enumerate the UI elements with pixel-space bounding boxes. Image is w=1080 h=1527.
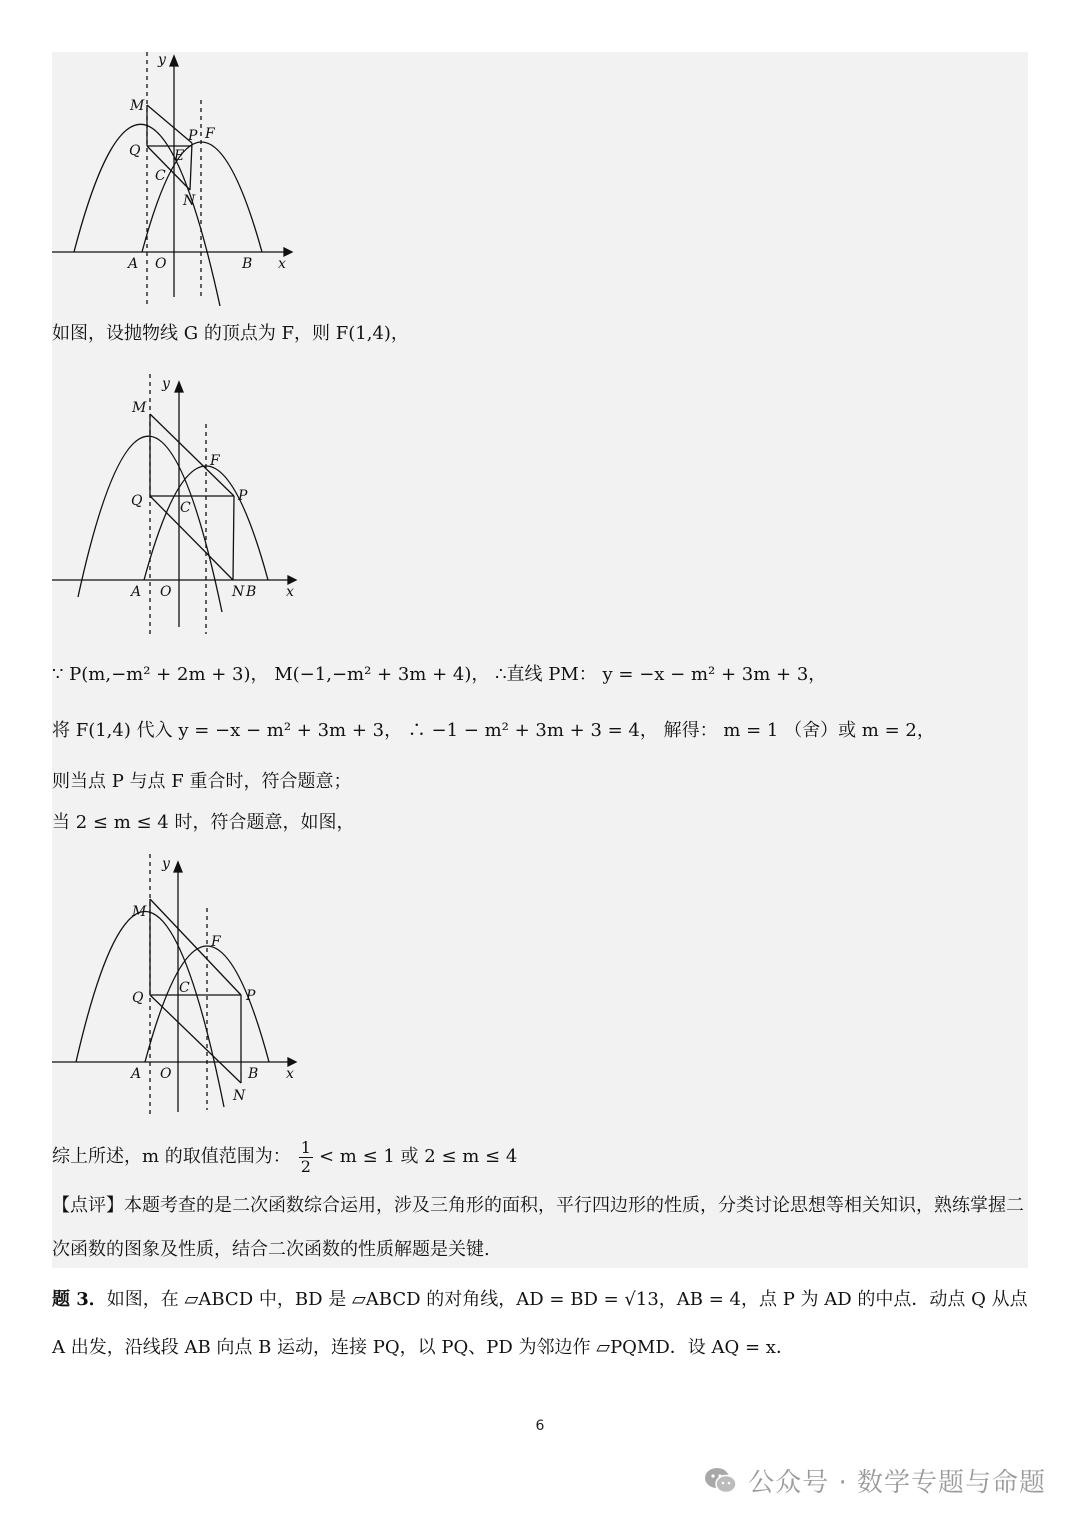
fig2-label-Q: Q bbox=[131, 493, 143, 509]
fig1-label-x: x bbox=[278, 256, 286, 272]
range-suffix: < m ≤ 1 或 2 ≤ m ≤ 4 bbox=[318, 1146, 518, 1167]
fig3-label-P: P bbox=[246, 988, 256, 1004]
fraction-numerator: 1 bbox=[300, 1137, 311, 1157]
fig2-label-F: F bbox=[210, 453, 220, 469]
watermark bbox=[704, 1462, 1046, 1499]
problem-3 bbox=[52, 1276, 1028, 1372]
fig3-label-B: B bbox=[248, 1066, 259, 1082]
fig1-label-A: A bbox=[128, 256, 139, 272]
problem-3-label: 题 3． bbox=[52, 1289, 107, 1310]
comment-paragraph: 【点评】本题考查的是二次函数综合运用，涉及三角形的面积，平行四边形的性质，分类讨论思想等相关知识，熟练掌握二次函数的图象及性质，结合二次函数的性质解题是关键. bbox=[52, 1195, 1024, 1260]
fig2-label-x: x bbox=[286, 584, 294, 600]
fig2-label-B: B bbox=[246, 584, 257, 600]
fig1-label-B: B bbox=[242, 256, 253, 272]
fig3-label-C: C bbox=[179, 980, 190, 996]
fig1-label-E: E bbox=[174, 148, 185, 164]
fig3-label-M: M bbox=[132, 904, 147, 920]
text-line-6 bbox=[52, 1132, 517, 1182]
fig3-label-x: x bbox=[286, 1066, 294, 1082]
fig1-label-M: M bbox=[130, 98, 145, 114]
page-number: 6 bbox=[535, 1418, 545, 1434]
fig1-label-F: F bbox=[205, 126, 215, 142]
text-line-2: ∵ P(m,−m² + 2m + 3)， M(−1,−m² + 3m + 4)， ∴直线 PM： y = −x − m² + 3m + 3， bbox=[52, 664, 827, 685]
text-line-3: 将 F(1,4) 代入 y = −x − m² + 3m + 3， ∴ −1 − m² + 3m + 3 = 4， 解得： m = 1 （舍）或 m = 2， bbox=[52, 720, 935, 741]
fig2-label-C: C bbox=[180, 500, 191, 516]
fig2-label-N: N bbox=[232, 584, 245, 600]
fig1-label-N: N bbox=[183, 193, 196, 209]
fig1-label-C: C bbox=[155, 168, 166, 184]
fig3-label-N: N bbox=[233, 1088, 246, 1104]
problem-3-text: 如图，在 ▱ABCD 中，BD 是 ▱ABCD 的对角线，AD = BD = √13，AB = 4，点 P 为 AD 的中点．动点 Q 从点 A 出发，沿线段 AB 向点 B 运动，连接 PQ，以 PQ、PD 为邻边作 ▱PQMD．设 AQ = x． bbox=[52, 1289, 1028, 1358]
fig3-label-A: A bbox=[131, 1066, 142, 1082]
fraction-denominator: 2 bbox=[300, 1156, 311, 1176]
fig2-label-y: y bbox=[162, 376, 170, 392]
fig2-label-M: M bbox=[132, 400, 147, 416]
fig3-label-O: O bbox=[160, 1066, 172, 1082]
figure-1-parabolas bbox=[52, 52, 302, 306]
figure-3-parabolas bbox=[52, 852, 302, 1116]
fig2-label-A: A bbox=[131, 584, 142, 600]
fig1-label-y: y bbox=[158, 52, 166, 68]
figure-2-parabolas bbox=[52, 372, 302, 636]
fig1-label-P: P bbox=[188, 128, 198, 144]
fig3-label-F: F bbox=[211, 934, 221, 950]
fig3-label-y: y bbox=[162, 856, 170, 872]
range-prefix: 综上所述，m 的取值范围为： bbox=[52, 1146, 291, 1167]
fig1-label-O: O bbox=[155, 256, 167, 272]
text-line-1: 如图，设抛物线 G 的顶点为 F，则 F(1,4)， bbox=[52, 323, 409, 344]
text-line-4: 则当点 P 与点 F 重合时，符合题意； bbox=[52, 771, 352, 792]
fig3-label-Q: Q bbox=[132, 990, 144, 1006]
fig2-label-O: O bbox=[160, 584, 172, 600]
fig2-label-P: P bbox=[238, 488, 248, 504]
fraction-one-half bbox=[299, 1139, 313, 1176]
fig1-label-Q: Q bbox=[129, 143, 141, 159]
text-line-5: 当 2 ≤ m ≤ 4 时，符合题意，如图， bbox=[52, 812, 355, 833]
watermark-text: 公众号 · 数学专题与命题 bbox=[748, 1468, 1046, 1498]
wechat-icon bbox=[704, 1466, 738, 1496]
